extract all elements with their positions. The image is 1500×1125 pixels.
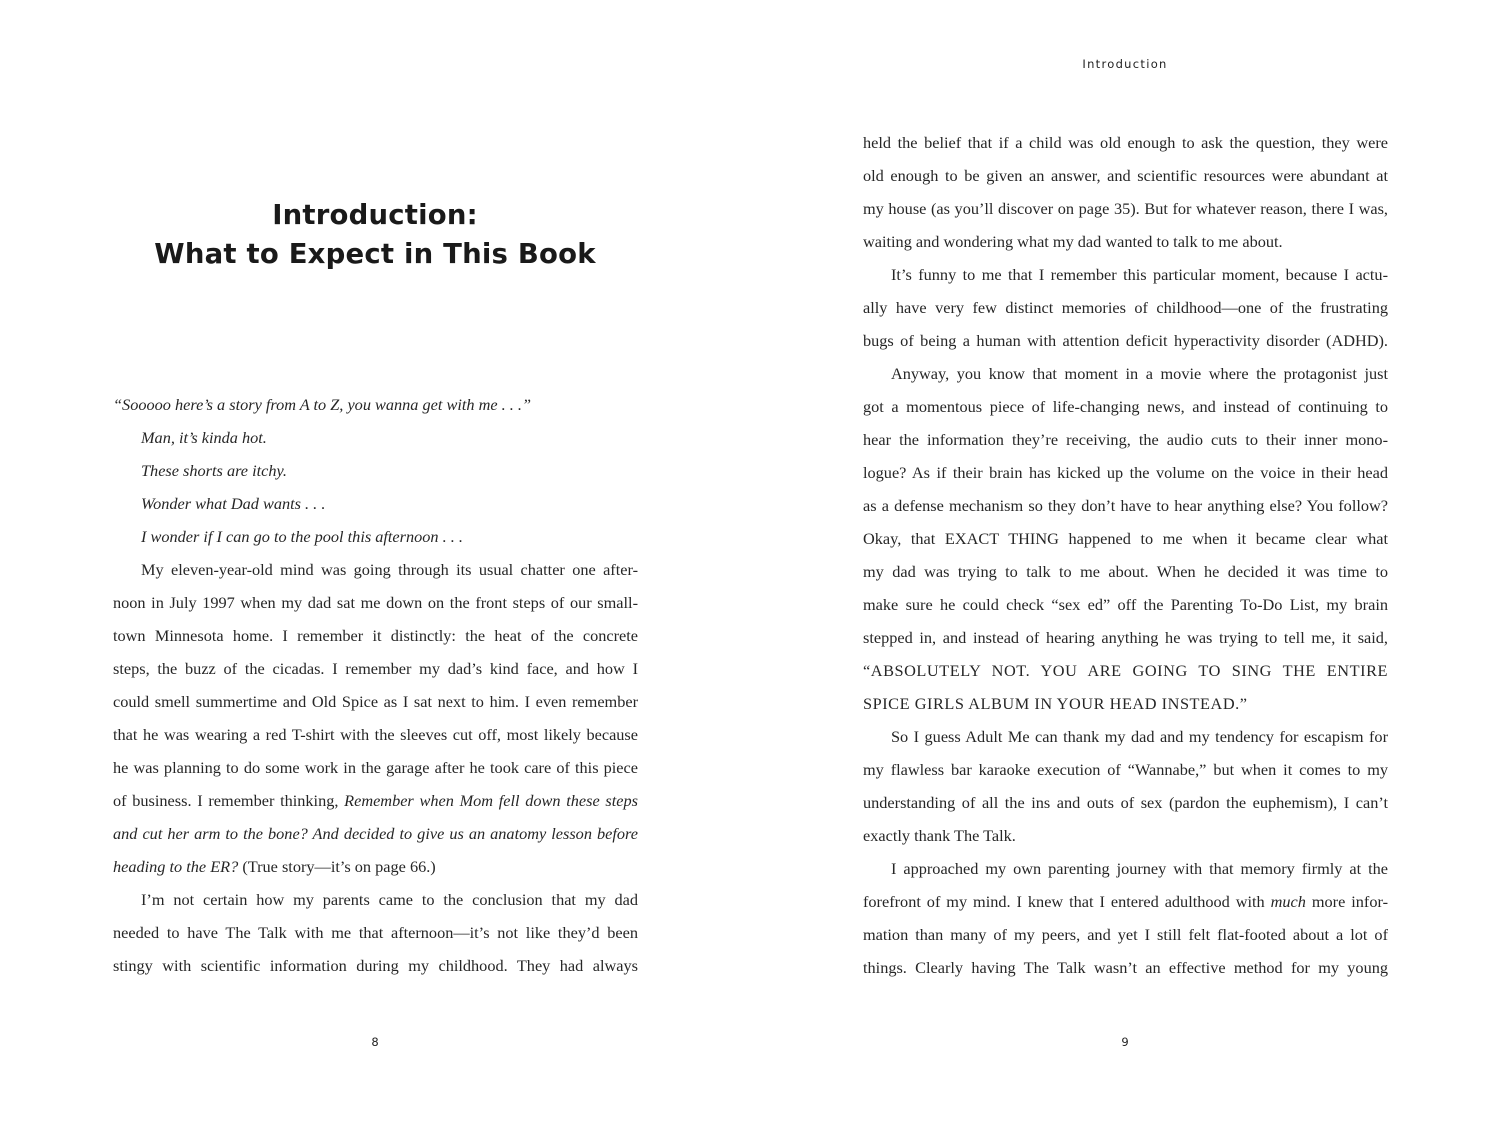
text-line: Man, it’s kinda hot. (141, 428, 267, 447)
text-line: exactly thank The Talk. (863, 826, 1016, 845)
page-number-left: 8 (371, 1035, 379, 1049)
text-line: understanding of all the ins and outs of sex (pardon the euphemism), I can’t (863, 793, 1388, 812)
text-line: My eleven-year-old mind was going through its usual chatter one after- (141, 560, 638, 579)
text-line: Wonder what Dad wants . . . (141, 494, 326, 513)
text-line: could smell summertime and Old Spice as I sat next to him. I even remember (113, 692, 638, 711)
text-segment: more infor- (1305, 892, 1388, 911)
text-line: Anyway, you know that moment in a movie where the protagonist just (891, 364, 1388, 383)
italic-segment: heading to the ER? (113, 857, 239, 876)
text-line (113, 850, 638, 883)
text-line: SPICE GIRLS ALBUM IN YOUR HEAD INSTEAD.” (863, 694, 1248, 713)
text-segment: of business. I remember thinking, (113, 791, 345, 810)
text-line: ally have very few distinct memories of childhood—one of the frustrating (863, 298, 1388, 317)
italic-segment: Remember when Mom fell down these steps (344, 791, 638, 810)
text-line (113, 784, 638, 817)
text-line: It’s funny to me that I remember this particular moment, because I actu- (891, 265, 1388, 284)
text-line: make sure he could check “sex ed” off the Parenting To-Do List, my brain (863, 595, 1388, 614)
page-number-right: 9 (1121, 1035, 1129, 1049)
text-line: things. Clearly having The Talk wasn’t an effective method for my young (863, 958, 1388, 977)
text-line: old enough to be given an answer, and scientific resources were abundant at (863, 166, 1388, 185)
text-line: my house (as you’ll discover on page 35). But for whatever reason, there I was, (863, 199, 1388, 218)
italic-segment: much (1270, 892, 1306, 911)
text-line: my flawless bar karaoke execution of “Wannabe,” but when it comes to my (863, 760, 1388, 779)
right-body-text (863, 126, 1388, 984)
text-line: So I guess Adult Me can thank my dad and my tendency for escapism for (891, 727, 1388, 746)
running-head: Introduction (1082, 57, 1168, 71)
text-line: my dad was trying to talk to me about. When he decided it was time to (863, 562, 1388, 581)
text-line: I’m not certain how my parents came to the conclusion that my dad (141, 890, 638, 909)
text-line: that he was wearing a red T-shirt with the sleeves cut off, most likely because (113, 725, 638, 744)
text-line: and cut her arm to the bone? And decided to give us an anatomy lesson before (113, 824, 638, 843)
chapter-title (0, 196, 750, 274)
text-segment: forefront of my mind. I knew that I entered adulthood with (863, 892, 1271, 911)
text-line: waiting and wondering what my dad wanted to talk to me about. (863, 232, 1283, 251)
text-line: he was planning to do some work in the garage after he took care of this piece (113, 758, 638, 777)
text-line: held the belief that if a child was old enough to ask the question, they were (863, 133, 1388, 152)
text-line: mation than many of my peers, and yet I still felt flat-footed about a lot of (863, 925, 1388, 944)
text-line: These shorts are itchy. (141, 461, 287, 480)
text-line: logue? As if their brain has kicked up the volume on the voice in their head (863, 463, 1388, 482)
text-line: as a defense mechanism so they don’t have to hear anything else? You follow? (863, 496, 1388, 515)
text-line: town Minnesota home. I remember it distinctly: the heat of the concrete (113, 626, 638, 645)
text-line: hear the information they’re receiving, the audio cuts to their inner mono- (863, 430, 1388, 449)
text-line: needed to have The Talk with me that afternoon—it’s not like they’d been (113, 923, 638, 942)
text-line: stepped in, and instead of hearing anything he was trying to tell me, it said, (863, 628, 1388, 647)
text-line: bugs of being a human with attention deficit hyperactivity disorder (ADHD). (863, 331, 1388, 350)
text-line: got a momentous piece of life-changing news, and instead of continuing to (863, 397, 1388, 416)
text-line: I wonder if I can go to the pool this afternoon . . . (141, 527, 463, 546)
text-line: stingy with scientific information during my childhood. They had always (113, 956, 638, 975)
text-line: I approached my own parenting journey with that memory firmly at the (891, 859, 1388, 878)
chapter-title-line-2: What to Expect in This Book (154, 238, 596, 270)
text-line: noon in July 1997 when my dad sat me down on the front steps of our small- (113, 593, 638, 612)
text-line: “ABSOLUTELY NOT. YOU ARE GOING TO SING THE ENTIRE (863, 661, 1388, 680)
text-line: “Sooooo here’s a story from A to Z, you wanna get with me . . .” (113, 395, 532, 414)
text-segment: (True story—it’s on page 66.) (238, 857, 436, 876)
text-line: steps, the buzz of the cicadas. I remember my dad’s kind face, and how I (113, 659, 638, 678)
chapter-title-line-1: Introduction: (272, 199, 478, 231)
text-line (863, 885, 1388, 918)
right-page (750, 0, 1500, 1125)
left-body-text (113, 388, 638, 982)
text-line: Okay, that EXACT THING happened to me when it became clear what (863, 529, 1388, 548)
